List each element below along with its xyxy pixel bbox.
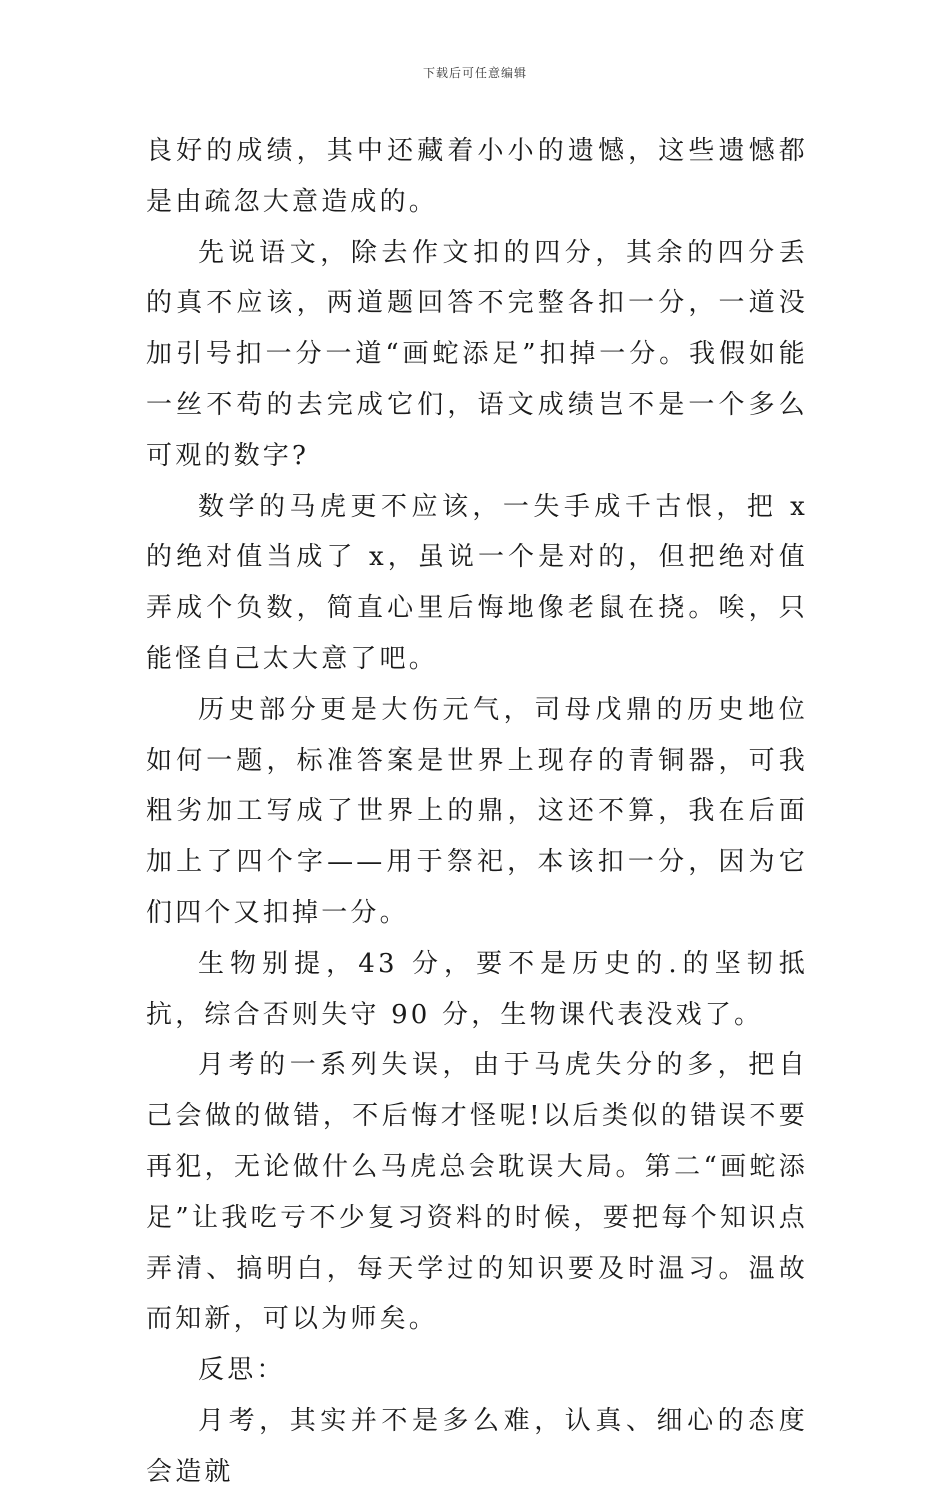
- paragraph: 数学的马虎更不应该，一失手成千古恨，把 x 的绝对值当成了 x，虽说一个是对的，但把绝对值弄成个负数，简直心里后悔地像老鼠在挠。唉，只能怪自己太大意了吧。: [146, 491, 808, 674]
- paragraph: 生物别提，43 分，要不是历史的.的坚韧抵抗，综合否则失守 90 分，生物课代表没戏了。: [146, 948, 808, 1030]
- document-body: [146, 126, 808, 1498]
- paragraph-heading: 反思：: [198, 1355, 286, 1386]
- paragraph: 良好的成绩，其中还藏着小小的遗憾，这些遗憾都是由疏忽大意造成的。: [146, 136, 808, 217]
- paragraph: 月考，其实并不是多么难，认真、细心的态度会造就: [146, 1405, 808, 1487]
- paragraph: 先说语文，除去作文扣的四分，其余的四分丢的真不应该，两道题回答不完整各扣一分，一道没加引号扣一分一道“画蛇添足”扣掉一分。我假如能一丝不苟的去完成它们，语文成绩岂不是一个多么可观的数字?: [146, 237, 808, 471]
- paragraph: 历史部分更是大伤元气，司母戊鼎的历史地位如何一题，标准答案是世界上现存的青铜器，可我粗劣加工写成了世界上的鼎，这还不算，我在后面加上了四个字——用于祭祀，本该扣一分，因为它们四个又扣掉一分。: [146, 694, 808, 928]
- paragraph: 月考的一系列失误，由于马虎失分的多，把自己会做的做错，不后悔才怪呢!以后类似的错误不要再犯，无论做什么马虎总会耽误大局。第二“画蛇添足”让我吃亏不少复习资料的时候，要把每个知识点弄清、搞明白，每天学过的知识要及时温习。温故而知新，可以为师矣。: [146, 1050, 808, 1335]
- page-header: 下载后可任意编辑: [422, 66, 527, 80]
